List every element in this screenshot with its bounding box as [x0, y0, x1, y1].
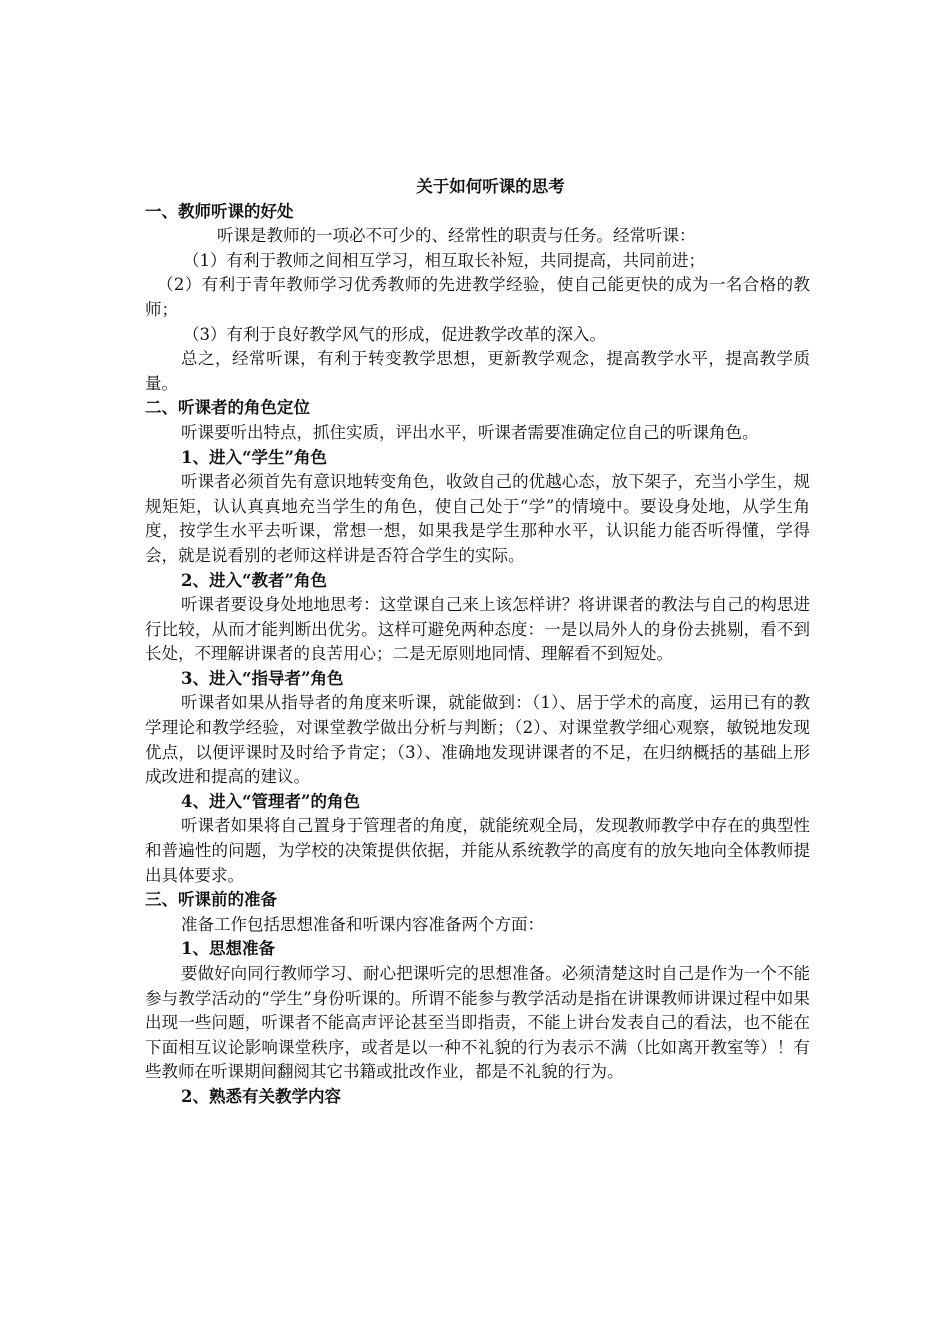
section-heading-preparation: 三、听课前的准备: [145, 890, 277, 910]
paragraph-student-role: 听课者必须首先有意识地转变角色，收敛自己的优越心态，放下架子，充当小学生，规规矩矩，认认真真地充当学生的角色，使自己处于“学”的情境中。要设身处地，从学生角度，按学生水平去听课，常想一想，如果我是学生那种水平，认识能力能否听得懂，学得会，就是说看别的老师这样讲是否符合学生的实际。: [145, 472, 810, 565]
paragraph-mental-preparation: 要做好向同行教师学习、耐心把课听完的思想准备。必须清楚这时自己是作为一个不能参与教学活动的“学生”身份听课的。所谓不能参与教学活动是指在讲课教师讲课过程中如果出现一些问题，听课者不能高声评论甚至当即指责，不能上讲台发表自己的看法，也不能在下面相互议论影响课堂秩序，或者是以一种不礼貌的行为表示不满（比如离开教室等）！有些教师在听课期间翻阅其它书籍或批改作业，都是不礼貌的行为。: [145, 964, 810, 1082]
paragraph-teacher-role: 听课者要设身处地地思考：这堂课自己来上该怎样讲？将讲课者的教法与自己的构思进行比较，从而才能判断出优劣。这样可避免两种态度：一是以局外人的身份去挑剔，看不到长处，不理解讲课者的良苦用心；二是无原则地同情、理解看不到短处。: [145, 595, 810, 664]
document-title: 关于如何听课的思考: [416, 177, 565, 196]
list-item-benefit-2: （2）有利于青年教师学习优秀教师的先进教学经验，使自己能更快的成为一名合格的教师；: [145, 275, 810, 319]
paragraph-manager-role: 听课者如果将自己置身于管理者的角度，就能统观全局，发现教师教学中存在的典型性和普遍性的问题，为学校的决策提供依据，并能从系统教学的高度有的放矢地向全体教师提出具体要求。: [145, 816, 810, 885]
subheading-manager-role: 4、进入“管理者”的角色: [181, 791, 360, 811]
subheading-student-role: 1、进入“学生”角色: [181, 447, 327, 467]
subheading-teacher-role: 2、进入“教者”角色: [181, 570, 327, 590]
paragraph-mentor-role: 听课者如果从指导者的角度来听课，就能做到：（1）、居于学术的高度，运用已有的教学理论和教学经验，对课堂教学做出分析与判断；（2）、对课堂教学细心观察，敏锐地发现优点，以便评课时及时给予肯定；（3）、准确地发现讲课者的不足，在归纳概括的基础上形成改进和提高的建议。: [145, 693, 810, 787]
section-heading-roles: 二、听课者的角色定位: [145, 398, 310, 418]
list-item-benefit-3: （3）有利于良好教学风气的形成，促进教学改革的深入。: [183, 324, 606, 344]
paragraph-benefits-intro: 听课是教师的一项必不可少的、经常性的职责与任务。经常听课：: [217, 226, 696, 246]
section-heading-benefits: 一、教师听课的好处: [145, 201, 294, 221]
subheading-mentor-role: 3、进入“指导者”角色: [181, 668, 344, 688]
paragraph-preparation-intro: 准备工作包括思想准备和听课内容准备两个方面：: [181, 914, 544, 934]
paragraph-benefits-summary: 总之，经常听课，有利于转变教学思想，更新教学观念，提高教学水平，提高教学质量。: [145, 349, 810, 393]
document-body: [145, 175, 810, 1110]
paragraph-roles-intro: 听课要听出特点，抓住实质，评出水平，听课者需要准确定位自己的听课角色。: [181, 422, 759, 442]
list-item-benefit-1: （1）有利于教师之间相互学习，相互取长补短，共同提高，共同前进；: [183, 250, 705, 270]
subheading-mental-preparation: 1、思想准备: [181, 939, 275, 959]
subheading-content-familiarity: 2、熟悉有关教学内容: [181, 1086, 341, 1106]
